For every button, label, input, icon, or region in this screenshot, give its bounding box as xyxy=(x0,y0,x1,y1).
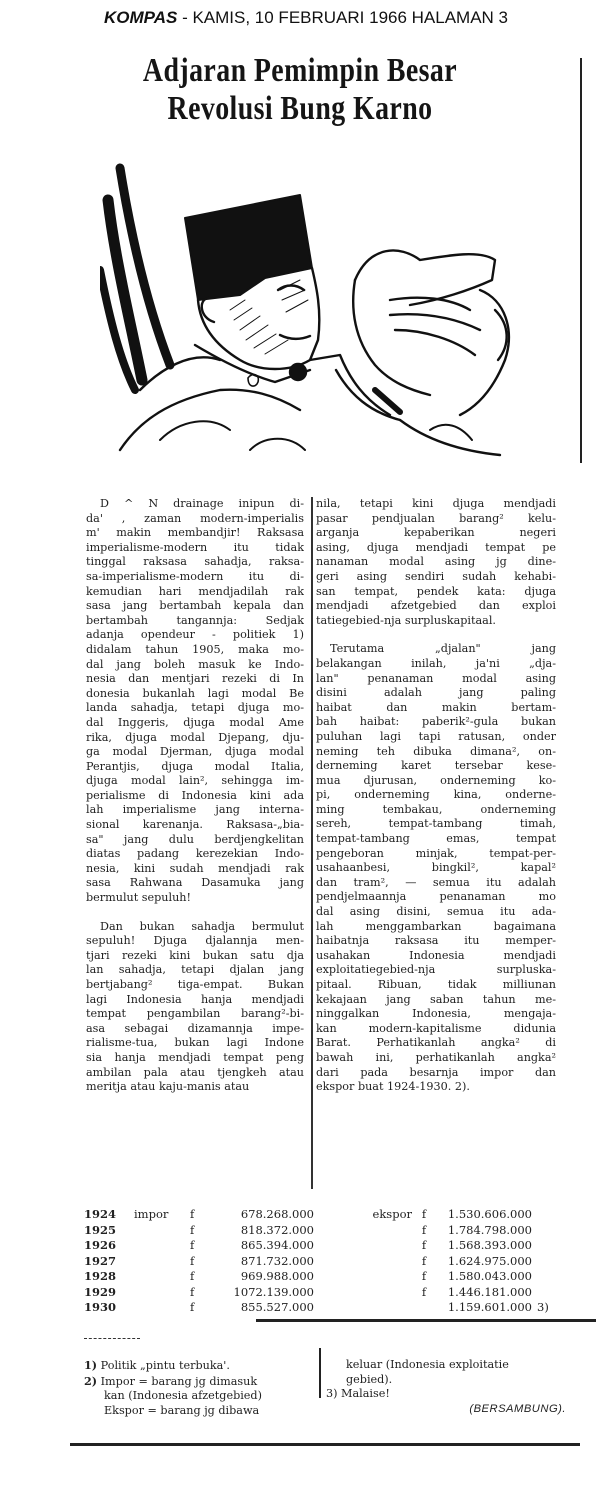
peci-cap xyxy=(185,195,312,300)
article-line: exploitatiegebied-nja surpluska- xyxy=(316,963,556,977)
collar-badge xyxy=(290,364,306,380)
article-line: haibat dan makin bertam- xyxy=(316,700,556,714)
note-cell: 3) xyxy=(537,1300,549,1314)
label-cell xyxy=(366,1300,416,1316)
article-line: pi, onderneming kina, onderne- xyxy=(316,788,556,802)
article-line: lah menggambarkan bagaimana xyxy=(316,919,556,933)
label-cell xyxy=(134,1238,190,1254)
amount-cell: 1.580.043.000 xyxy=(447,1269,532,1283)
hand-fingers-2 xyxy=(390,314,480,330)
footnote-2-line-2: kan (Indonesia afzetgebied) xyxy=(104,1389,262,1403)
currency-cell: f xyxy=(190,1284,195,1299)
article-line: Perantjis, djuga modal Italia, xyxy=(86,759,304,773)
article-line: derneming karet tersebar kese- xyxy=(316,759,556,773)
article-line: sepuluh! Djuga djalannja men- xyxy=(86,934,304,948)
article-line: adanja opendeur - politiek 1) xyxy=(86,628,304,642)
table-row xyxy=(366,1285,576,1301)
article-line: meritja atau kaju-manis atau xyxy=(86,1080,250,1094)
article-line: mendjadi afzetgebied dan exploi xyxy=(316,599,556,613)
footnote-3 xyxy=(326,1387,586,1402)
article-line: landa sahadja, tetapi djuga mo- xyxy=(86,701,304,715)
footnote-2-number: 2) xyxy=(84,1373,98,1388)
article-paragraph xyxy=(86,920,304,1095)
article-line: ga modal Djerman, djuga modal xyxy=(86,745,304,759)
table-row xyxy=(84,1300,324,1316)
label-cell xyxy=(366,1285,416,1301)
article-line: asing, djuga mendjadi tempat pe xyxy=(316,540,556,554)
ear xyxy=(202,298,214,322)
article-line: belakangan inilah, ja'ni „dja- xyxy=(316,656,556,670)
label-cell xyxy=(134,1223,190,1239)
currency-cell: f xyxy=(190,1222,195,1237)
currency-cell: f xyxy=(421,1222,427,1237)
label-cell xyxy=(134,1300,190,1316)
amount-cell: 1.159.601.000 xyxy=(447,1300,532,1314)
lapel-pin xyxy=(248,375,258,387)
article-paragraph xyxy=(316,642,556,1094)
year-cell: 1926 xyxy=(84,1238,117,1252)
article-line: imperialisme-modern itu tidak xyxy=(86,540,304,554)
amount-cell: 818.372.000 xyxy=(240,1222,314,1237)
shoulder-left xyxy=(140,357,220,390)
footnote-2-line-3: Ekspor = barang jg dibawa xyxy=(104,1403,260,1417)
article-line: nesia dan mentjari rezeki di In xyxy=(86,672,304,686)
table-row xyxy=(84,1285,324,1301)
amount-cell: 1.784.798.000 xyxy=(447,1222,532,1237)
article-line: pasar pendjualan barang² kelu- xyxy=(316,511,556,525)
article-line: tjari rezeki kini bukan satu dja xyxy=(86,948,304,962)
article-line: bah haibat: paberik²-gula bukan xyxy=(316,715,556,729)
currency-cell: f xyxy=(190,1253,195,1268)
article-line: Terutama „djalan" jang xyxy=(330,642,556,656)
label-cell xyxy=(134,1254,190,1270)
article-line: bertjabang² tiga-empat. Bukan xyxy=(86,978,304,991)
article-line: sa-imperialisme-modern itu di- xyxy=(86,569,304,583)
article-line: tempat-tambang emas, tempat xyxy=(316,832,556,846)
footnote-1-text: Politik „pintu terbuka'. xyxy=(100,1359,230,1372)
year-cell: 1925 xyxy=(84,1222,117,1237)
article-line: geri asing sendiri sudah kehabi- xyxy=(316,569,556,583)
article-line: lan sahadja, tetapi djalan jang xyxy=(86,963,304,977)
amount-cell: 855.527.000 xyxy=(240,1300,314,1314)
article-line: Barat. Perhatikanlah angka² di xyxy=(316,1036,556,1050)
table-row xyxy=(84,1223,324,1239)
article-line: ninggalkan Indonesia, mengaja- xyxy=(316,1007,556,1021)
currency-cell: f xyxy=(421,1284,427,1299)
article-line: rialisme-tua, bukan lagi Indone xyxy=(86,1036,304,1050)
note-cell xyxy=(532,1238,537,1254)
article-line: nesia, kini sudah mendjadi rak xyxy=(86,861,304,875)
note-cell xyxy=(532,1223,537,1239)
article-line: D ^ N drainage inipun di- xyxy=(100,497,304,510)
label-cell xyxy=(366,1223,416,1239)
label-cell: impor xyxy=(134,1207,169,1221)
article-line: dan tram², — semua itu adalah xyxy=(316,875,556,889)
table-row xyxy=(366,1238,576,1254)
article-line: bermulut sepuluh! xyxy=(86,891,191,905)
article-line: neming teh dibuka dimana², on- xyxy=(316,744,556,758)
currency-cell xyxy=(416,1300,432,1316)
impor-table xyxy=(84,1207,324,1316)
article-line: sereh, tempat-tambang timah, xyxy=(316,817,556,831)
article-line: Dan bukan sahadja bermulut xyxy=(100,919,304,933)
ekspor-table xyxy=(366,1207,576,1316)
article-line: donesia bukanlah lagi modal Be xyxy=(86,686,304,700)
label-cell xyxy=(366,1269,416,1285)
article-line: da' , zaman modern-imperialis xyxy=(86,511,304,525)
article-line: pengeboran minjak, tempat-per- xyxy=(316,846,556,860)
footnote-2 xyxy=(84,1374,324,1390)
amount-cell: 1072.139.000 xyxy=(233,1284,314,1299)
footnote-1-number: 1) xyxy=(84,1358,98,1372)
article-line: kan modern-kapitalisme didunia xyxy=(316,1021,556,1035)
footnote-2-continued-1: keluar (Indonesia exploitatie xyxy=(346,1358,509,1371)
article-paragraph xyxy=(316,497,556,628)
article-paragraph xyxy=(86,497,304,906)
year-cell: 1930 xyxy=(84,1300,117,1314)
article-line: diatas padang kerezekian Indo- xyxy=(86,847,304,861)
article-line: lagi Indonesia hanja mendjadi xyxy=(86,992,304,1006)
table-row xyxy=(84,1207,324,1223)
bottom-rule xyxy=(70,1443,580,1446)
footnotes-right xyxy=(326,1358,586,1416)
article-line: nanaman modal asing jg dine- xyxy=(316,555,556,569)
currency-cell: f xyxy=(421,1269,427,1283)
headline-line-2: Revolusi Bung Karno xyxy=(167,90,433,127)
article-line: sasa jang bertambah kepala dan xyxy=(86,599,304,613)
table-row xyxy=(84,1269,324,1285)
footnote-2-line-1: Impor = barang jg dimasuk xyxy=(100,1374,258,1388)
article-line: sa" jang dulu berdjengkelitan xyxy=(86,832,304,846)
article-line: didalam tahun 1905, maka mo- xyxy=(86,642,304,656)
year-cell: 1924 xyxy=(84,1207,117,1221)
article-line: kemudian hari mendjadilah rak xyxy=(86,584,304,598)
note-cell xyxy=(532,1285,537,1301)
note-cell xyxy=(532,1254,537,1270)
amount-cell: 1.624.975.000 xyxy=(447,1253,532,1268)
article-line: puluhan lagi tapi ratusan, onder xyxy=(316,729,556,743)
hand-fingers-1 xyxy=(390,298,470,310)
table-row xyxy=(366,1254,576,1270)
footnote-2-continued-2: gebied). xyxy=(346,1372,393,1386)
article-line: tatiegebied-nja surpluskapitaal. xyxy=(316,613,496,627)
article-line: dari pada besarnja impor dan xyxy=(316,1065,556,1079)
label-cell: ekspor xyxy=(372,1207,412,1221)
masthead-paper-name: KOMPAS xyxy=(103,8,178,27)
label-cell xyxy=(134,1285,190,1301)
sukarno-portrait-illustration xyxy=(100,150,570,470)
year-cell: 1927 xyxy=(84,1253,117,1268)
currency-cell: f xyxy=(421,1207,427,1221)
amount-cell: 969.988.000 xyxy=(240,1269,314,1283)
currency-cell: f xyxy=(190,1269,195,1283)
article-line: rika, djuga modal Djepang, dju- xyxy=(86,730,304,744)
article-column-right xyxy=(316,497,556,1095)
article-headline xyxy=(103,52,497,128)
label-cell xyxy=(134,1269,190,1285)
article-line: dal jang boleh masuk ke Indo- xyxy=(86,657,304,671)
currency-cell: f xyxy=(190,1238,195,1252)
article-line: disini adalah jang paling xyxy=(316,686,556,700)
article-line: dal Inggeris, djuga modal Ame xyxy=(86,715,304,729)
masthead-dateline: - KAMIS, 10 FEBRUARI 1966 HALAMAN 3 xyxy=(177,8,509,27)
label-cell xyxy=(366,1238,416,1254)
article-line: kekajaan jang saban tahun me- xyxy=(316,992,556,1006)
article-line: arganja kepaberikan negeri xyxy=(316,526,556,540)
continued-label: (BERSAMBUNG). xyxy=(469,1402,566,1415)
article-line: sia hanja mendjadi tempat peng xyxy=(86,1050,304,1064)
column-divider xyxy=(311,497,313,1189)
footnotes-left xyxy=(84,1358,324,1418)
year-cell: 1928 xyxy=(84,1269,117,1283)
masthead xyxy=(0,8,612,28)
table-row xyxy=(366,1269,576,1285)
article-line: usahaanbesi, bingkil², kapal² xyxy=(316,861,556,875)
footnote-3-number: 3) xyxy=(326,1387,338,1401)
amount-cell: 678.268.000 xyxy=(240,1207,314,1221)
amount-cell: 1.530.606.000 xyxy=(447,1207,532,1221)
note-cell xyxy=(532,1269,537,1285)
amount-cell: 871.732.000 xyxy=(240,1253,314,1268)
article-line: ekspor buat 1924-1930. 2). xyxy=(316,1080,470,1094)
footnote-1 xyxy=(84,1358,324,1374)
article-line: pendjelmaannja penanaman mo xyxy=(316,890,556,904)
article-line: ming tembakau, onderneming xyxy=(316,802,556,816)
currency-cell: f xyxy=(190,1207,195,1221)
article-line: perialisme di Indonesia kini ada xyxy=(86,788,304,802)
hand-fingers-3 xyxy=(395,330,475,355)
article-line: m' makin membandjir! Raksasa xyxy=(86,526,304,540)
table-row xyxy=(366,1223,576,1239)
note-cell xyxy=(532,1207,537,1223)
mouth xyxy=(280,335,310,339)
column-rule-right xyxy=(580,58,582,463)
article-line: dal asing disini, semua itu ada- xyxy=(316,905,556,919)
amount-cell: 1.446.181.000 xyxy=(447,1284,532,1299)
article-line: sional karenanja. Raksasa-„bia- xyxy=(86,818,304,832)
footnote-separator xyxy=(84,1338,140,1339)
table-row xyxy=(84,1254,324,1270)
article-line: asa sebagai dizamannja impe- xyxy=(86,1021,304,1035)
article-line: usahakan Indonesia mendjadi xyxy=(316,948,556,962)
article-line: haibatnja raksasa itu memper- xyxy=(316,934,556,948)
amount-cell: 865.394.000 xyxy=(240,1238,314,1252)
table-row xyxy=(84,1238,324,1254)
article-line: lan" penanaman modal asing xyxy=(316,671,556,685)
table-underline xyxy=(256,1319,596,1322)
uniform-body xyxy=(120,390,300,450)
label-cell xyxy=(366,1254,416,1270)
article-column-left xyxy=(86,497,304,1095)
currency-cell: f xyxy=(421,1238,427,1252)
article-line: pitaal. Ribuan, tidak milliunan xyxy=(316,978,556,991)
article-line: mua djurusan, onderneming ko- xyxy=(316,773,556,787)
article-line: san tempat, pendek kata: djuga xyxy=(316,584,556,598)
article-line: bertambah tangannja: Sedjak xyxy=(86,613,304,627)
article-line: lah imperialisme jang interna- xyxy=(86,803,304,817)
year-cell: 1929 xyxy=(84,1284,117,1299)
footnote-3-text: Malaise! xyxy=(341,1387,390,1401)
headline-line-1: Adjaran Pemimpin Besar xyxy=(142,52,458,89)
flag-stroke-2 xyxy=(108,200,142,380)
arm-upper xyxy=(310,355,390,415)
table-row xyxy=(366,1207,576,1223)
amount-cell: 1.568.393.000 xyxy=(447,1238,532,1252)
article-line: bawah ini, perhatikanlah angka² xyxy=(316,1050,556,1064)
article-line: tinggal raksasa sahadja, raksa- xyxy=(86,555,304,569)
article-line: nila, tetapi kini djuga mendjadi xyxy=(316,497,556,510)
article-line: sasa Rahwana Dasamuka jang xyxy=(86,876,304,890)
article-line: ambilan pala atau tjengkeh atau xyxy=(86,1065,304,1079)
article-line: djuga modal lain², sehingga im- xyxy=(86,774,304,788)
article-line: tempat pengambilan barang²-bi- xyxy=(86,1007,304,1021)
table-row xyxy=(366,1300,576,1316)
currency-cell: f xyxy=(190,1300,195,1314)
currency-cell: f xyxy=(421,1253,427,1268)
